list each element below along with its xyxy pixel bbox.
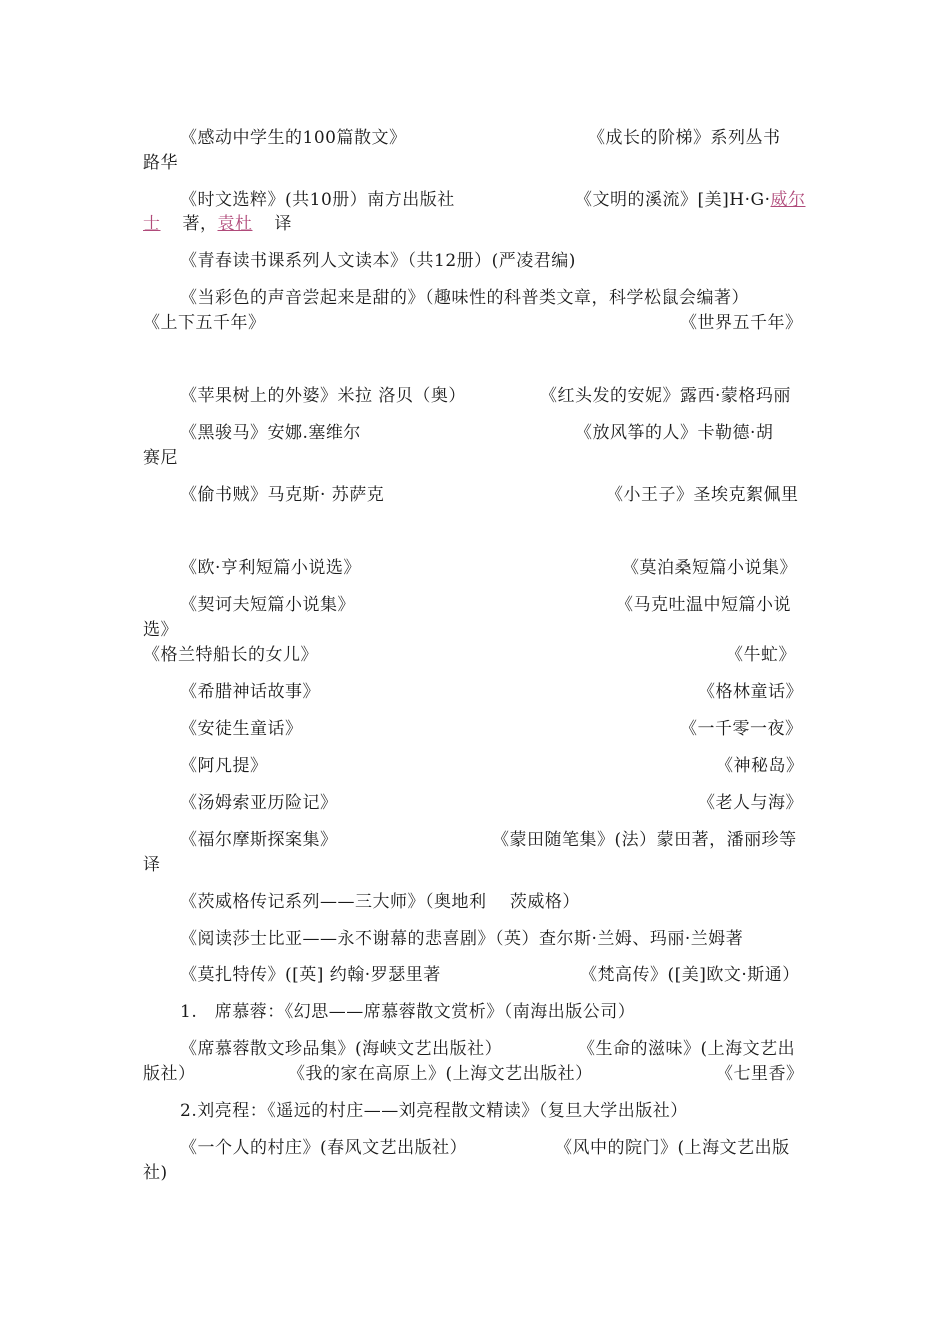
- book-title: 《莫扎特传》([英] 约翰·罗瑟里著: [180, 965, 441, 985]
- book-author: 赛尼: [143, 448, 178, 468]
- book-title: [575, 189, 805, 211]
- book-title: 《青春读书课系列人文读本》（共12册）(严凌君编): [180, 251, 576, 271]
- book-author: 路华: [143, 153, 178, 173]
- book-title: 《格林童话》: [698, 682, 803, 702]
- book-credit: 版社）: [143, 1064, 196, 1084]
- book-credit: [143, 213, 292, 235]
- credit-text: 著，: [182, 214, 218, 234]
- book-title: 《梵高传》([美]欧文·斯通）: [580, 965, 800, 985]
- author-link[interactable]: 士: [143, 214, 161, 234]
- book-title: 《我的家在高原上》(上海文艺出版社）: [288, 1064, 593, 1084]
- author-link[interactable]: 威尔: [770, 190, 806, 210]
- book-title: 《格兰特船长的女儿》: [143, 645, 318, 665]
- book-title: 《成长的阶梯》系列丛书: [588, 128, 781, 148]
- book-title: 《莫泊桑短篇小说集》: [622, 558, 797, 578]
- book-title: 《上下五千年》: [143, 313, 266, 333]
- book-title: 《老人与海》: [698, 793, 803, 813]
- book-title: 选》: [143, 620, 178, 640]
- book-title: 《神秘岛》: [716, 756, 804, 776]
- book-title: 《席慕蓉散文珍品集》(海峡文艺出版社）: [180, 1039, 503, 1059]
- book-title: 《当彩色的声音尝起来是甜的》（趣味性的科普类文章，科学松鼠会编著）: [180, 288, 749, 308]
- book-title: 《安徒生童话》: [180, 719, 303, 739]
- book-title: 《一个人的村庄》(春风文艺出版社）: [180, 1138, 468, 1158]
- translator-link[interactable]: 袁杜: [217, 214, 253, 234]
- book-title-text: 《文明的溪流》[美]H·G·: [575, 190, 771, 210]
- list-heading: 1. 席慕蓉：《幻思——席慕蓉散文赏析》（南海出版公司）: [180, 1002, 636, 1022]
- book-title: 《七里香》: [716, 1064, 804, 1084]
- book-title: 《感动中学生的100篇散文》: [180, 128, 407, 148]
- book-title: 《茨威格传记系列——三大师》（奥地利 茨威格）: [180, 892, 580, 912]
- book-title: 《风中的院门》(上海文艺出版: [555, 1138, 790, 1158]
- book-title: 《放风筝的人》卡勒德·胡: [575, 423, 774, 443]
- list-heading: 2.刘亮程：《遥远的村庄——刘亮程散文精读》（复旦大学出版社）: [180, 1101, 688, 1121]
- book-credit: 译: [143, 855, 161, 875]
- book-title: 《契诃夫短篇小说集》: [180, 595, 355, 615]
- book-title: 《阿凡提》: [180, 756, 268, 776]
- book-title: 《红头发的安妮》露西·蒙格玛丽: [540, 386, 791, 406]
- book-title: 《一千零一夜》: [680, 719, 803, 739]
- book-title: 《马克吐温中短篇小说: [616, 595, 791, 615]
- book-credit: 社): [143, 1163, 168, 1183]
- book-title: 《福尔摩斯探案集》: [180, 830, 338, 850]
- book-title: 《生命的滋味》(上海文艺出: [578, 1039, 796, 1059]
- book-title: 《牛虻》: [726, 645, 796, 665]
- book-title: 《世界五千年》: [680, 313, 803, 333]
- book-title: 《阅读莎士比亚——永不谢幕的悲喜剧》（英）查尔斯·兰姆、玛丽·兰姆著: [180, 929, 744, 949]
- book-title: 《时文选粹》(共10册）南方出版社: [180, 190, 455, 210]
- book-title: 《汤姆索亚历险记》: [180, 793, 338, 813]
- book-title: 《小王子》圣埃克絮佩里: [606, 485, 799, 505]
- book-title: 《偷书贼》马克斯· 苏萨克: [180, 485, 385, 505]
- book-title: 《苹果树上的外婆》米拉 洛贝（奥）: [180, 386, 466, 406]
- book-title: 《希腊神话故事》: [180, 682, 320, 702]
- book-title: 《蒙田随笔集》(法）蒙田著，潘丽珍等: [492, 830, 797, 850]
- credit-text: 译: [274, 214, 292, 234]
- book-title: 《黑骏马》安娜.塞维尔: [180, 423, 361, 443]
- book-title: 《欧·亨利短篇小说选》: [180, 558, 361, 578]
